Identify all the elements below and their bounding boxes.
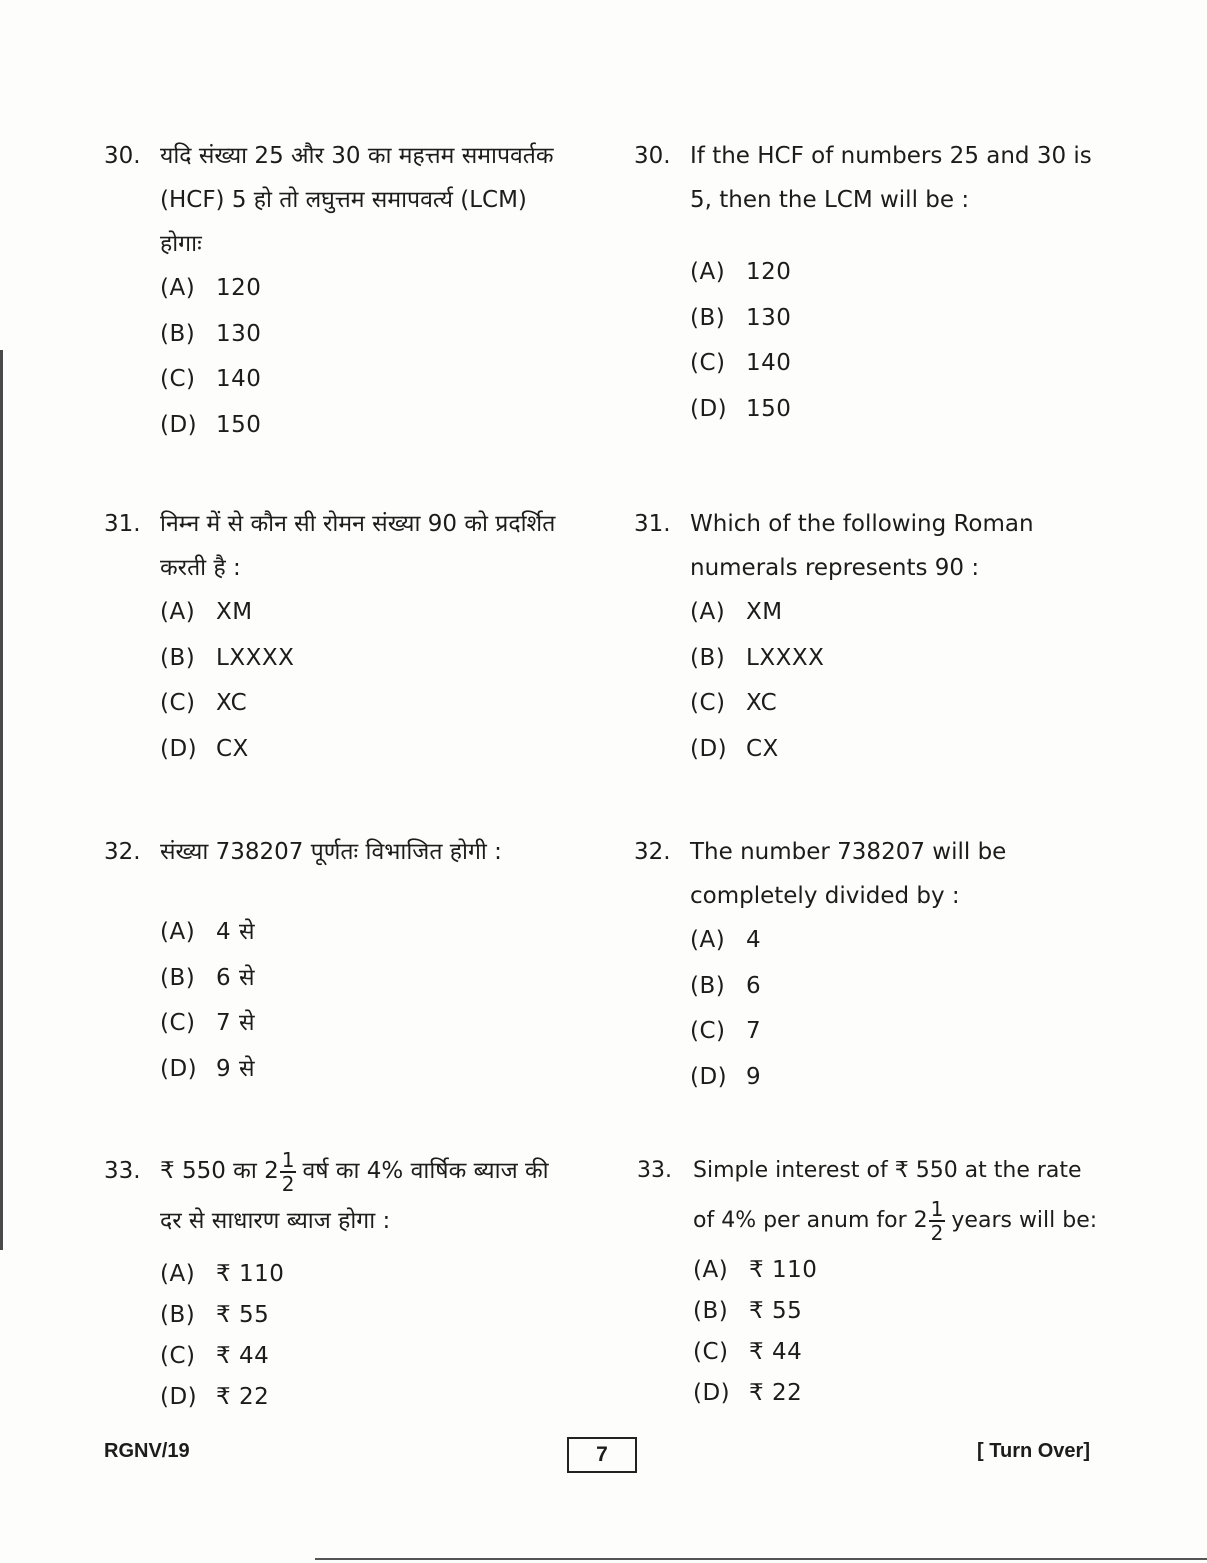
question-stem xyxy=(104,134,574,266)
question-stem xyxy=(104,502,574,590)
option-a: (A) XM xyxy=(690,599,783,625)
question-text-before: Simple interest of ₹ 550 at the rate of 4% per anum for 2 xyxy=(693,1158,1082,1233)
option-c: (C) 7 से xyxy=(160,1010,255,1036)
option-a: (A) 4 xyxy=(690,927,762,953)
question-text: संख्या 738207 पूर्णतः विभाजित होगी : xyxy=(160,839,502,865)
option-d: (D) 9 से xyxy=(160,1055,255,1082)
option-c: (C) ₹ 44 xyxy=(160,1343,270,1369)
option-c: (C) XC xyxy=(690,690,778,716)
option-c: (C) 140 xyxy=(160,366,262,392)
question-number: 33. xyxy=(104,1158,141,1184)
option-d: (D) 150 xyxy=(160,411,262,438)
option-a: (A) 120 xyxy=(690,259,792,285)
option-d: (D) 150 xyxy=(690,395,792,422)
question-text: The number 738207 will be completely divided by : xyxy=(690,839,1007,909)
options-list xyxy=(637,1250,1107,1414)
question-31-hindi xyxy=(104,502,574,774)
option-a: (A) 120 xyxy=(160,275,262,301)
question-31-english xyxy=(634,502,1104,774)
options-list xyxy=(104,592,574,774)
question-text: Which of the following Roman numerals represents 90 : xyxy=(690,511,1034,581)
scan-edge-line xyxy=(0,350,3,1250)
option-c: (C) 140 xyxy=(690,350,792,376)
option-b: (B) 6 xyxy=(690,972,762,999)
options-list xyxy=(634,592,1104,774)
option-a: (A) 4 से xyxy=(160,919,255,945)
question-text-after: years will be: xyxy=(951,1208,1098,1233)
options-list xyxy=(104,912,574,1094)
question-text: निम्न में से कौन सी रोमन संख्या 90 को प्रदर्शित करती है : xyxy=(160,511,556,581)
question-stem xyxy=(634,134,1104,222)
fraction-denominator: 2 xyxy=(281,1171,295,1196)
question-stem xyxy=(637,1146,1107,1246)
question-number: 32. xyxy=(104,839,141,865)
bottom-rule xyxy=(315,1558,1207,1560)
option-c: (C) 7 xyxy=(690,1018,762,1044)
option-b: (B) 6 से xyxy=(160,964,255,991)
option-b: (B) 130 xyxy=(160,320,262,347)
question-30-english xyxy=(634,134,1104,434)
question-number: 33. xyxy=(637,1158,672,1183)
paper-code: RGNV/19 xyxy=(104,1440,190,1462)
fraction-numerator: 1 xyxy=(281,1147,295,1172)
page-number: 7 xyxy=(567,1437,637,1473)
option-d: (D) 9 xyxy=(690,1063,762,1090)
question-33-hindi xyxy=(104,1146,574,1418)
option-a: (A) ₹ 110 xyxy=(693,1257,818,1283)
fraction-denominator: 2 xyxy=(930,1221,944,1245)
options-list xyxy=(634,920,1104,1102)
question-text: यदि संख्या 25 और 30 का महत्तम समापवर्तक (HCF) 5 हो तो लघुत्तम समापवर्त्य (LCM) होगाः xyxy=(160,143,554,257)
question-32-hindi xyxy=(104,830,574,1094)
question-number: 32. xyxy=(634,839,671,865)
question-text: If the HCF of numbers 25 and 30 is 5, then the LCM will be : xyxy=(690,143,1092,213)
question-number: 31. xyxy=(634,511,671,537)
fraction xyxy=(280,1149,297,1195)
question-stem xyxy=(634,830,1104,918)
question-32-english xyxy=(634,830,1104,1102)
option-d: (D) CX xyxy=(160,735,249,762)
option-b: (B) ₹ 55 xyxy=(160,1302,270,1328)
option-d: (D) ₹ 22 xyxy=(160,1384,270,1410)
question-text-after: वर्ष का 4% वार्षिक ब्याज की दर से साधारण ब्याज होगा : xyxy=(160,1158,549,1234)
option-d: (D) CX xyxy=(690,735,779,762)
question-number: 30. xyxy=(634,143,671,169)
option-b: (B) LXXXX xyxy=(160,644,295,671)
option-c: (C) ₹ 44 xyxy=(693,1339,803,1365)
option-a: (A) ₹ 110 xyxy=(160,1261,285,1287)
question-33-english xyxy=(637,1146,1107,1414)
option-b: (B) LXXXX xyxy=(690,644,825,671)
option-d: (D) ₹ 22 xyxy=(693,1380,803,1406)
option-b: (B) ₹ 55 xyxy=(693,1298,803,1324)
turn-over-label: [ Turn Over] xyxy=(977,1440,1090,1462)
fraction-numerator: 1 xyxy=(930,1197,944,1221)
question-stem xyxy=(104,830,574,874)
question-text-before: ₹ 550 का 2 xyxy=(160,1158,279,1184)
option-c: (C) XC xyxy=(160,690,248,716)
options-list xyxy=(104,1254,574,1418)
options-list xyxy=(104,268,574,450)
fraction xyxy=(929,1198,946,1244)
option-a: (A) XM xyxy=(160,599,253,625)
question-number: 30. xyxy=(104,143,141,169)
question-stem xyxy=(634,502,1104,590)
question-30-hindi xyxy=(104,134,574,450)
question-stem xyxy=(104,1146,574,1246)
option-b: (B) 130 xyxy=(690,304,792,331)
options-list xyxy=(634,252,1104,434)
question-number: 31. xyxy=(104,511,141,537)
